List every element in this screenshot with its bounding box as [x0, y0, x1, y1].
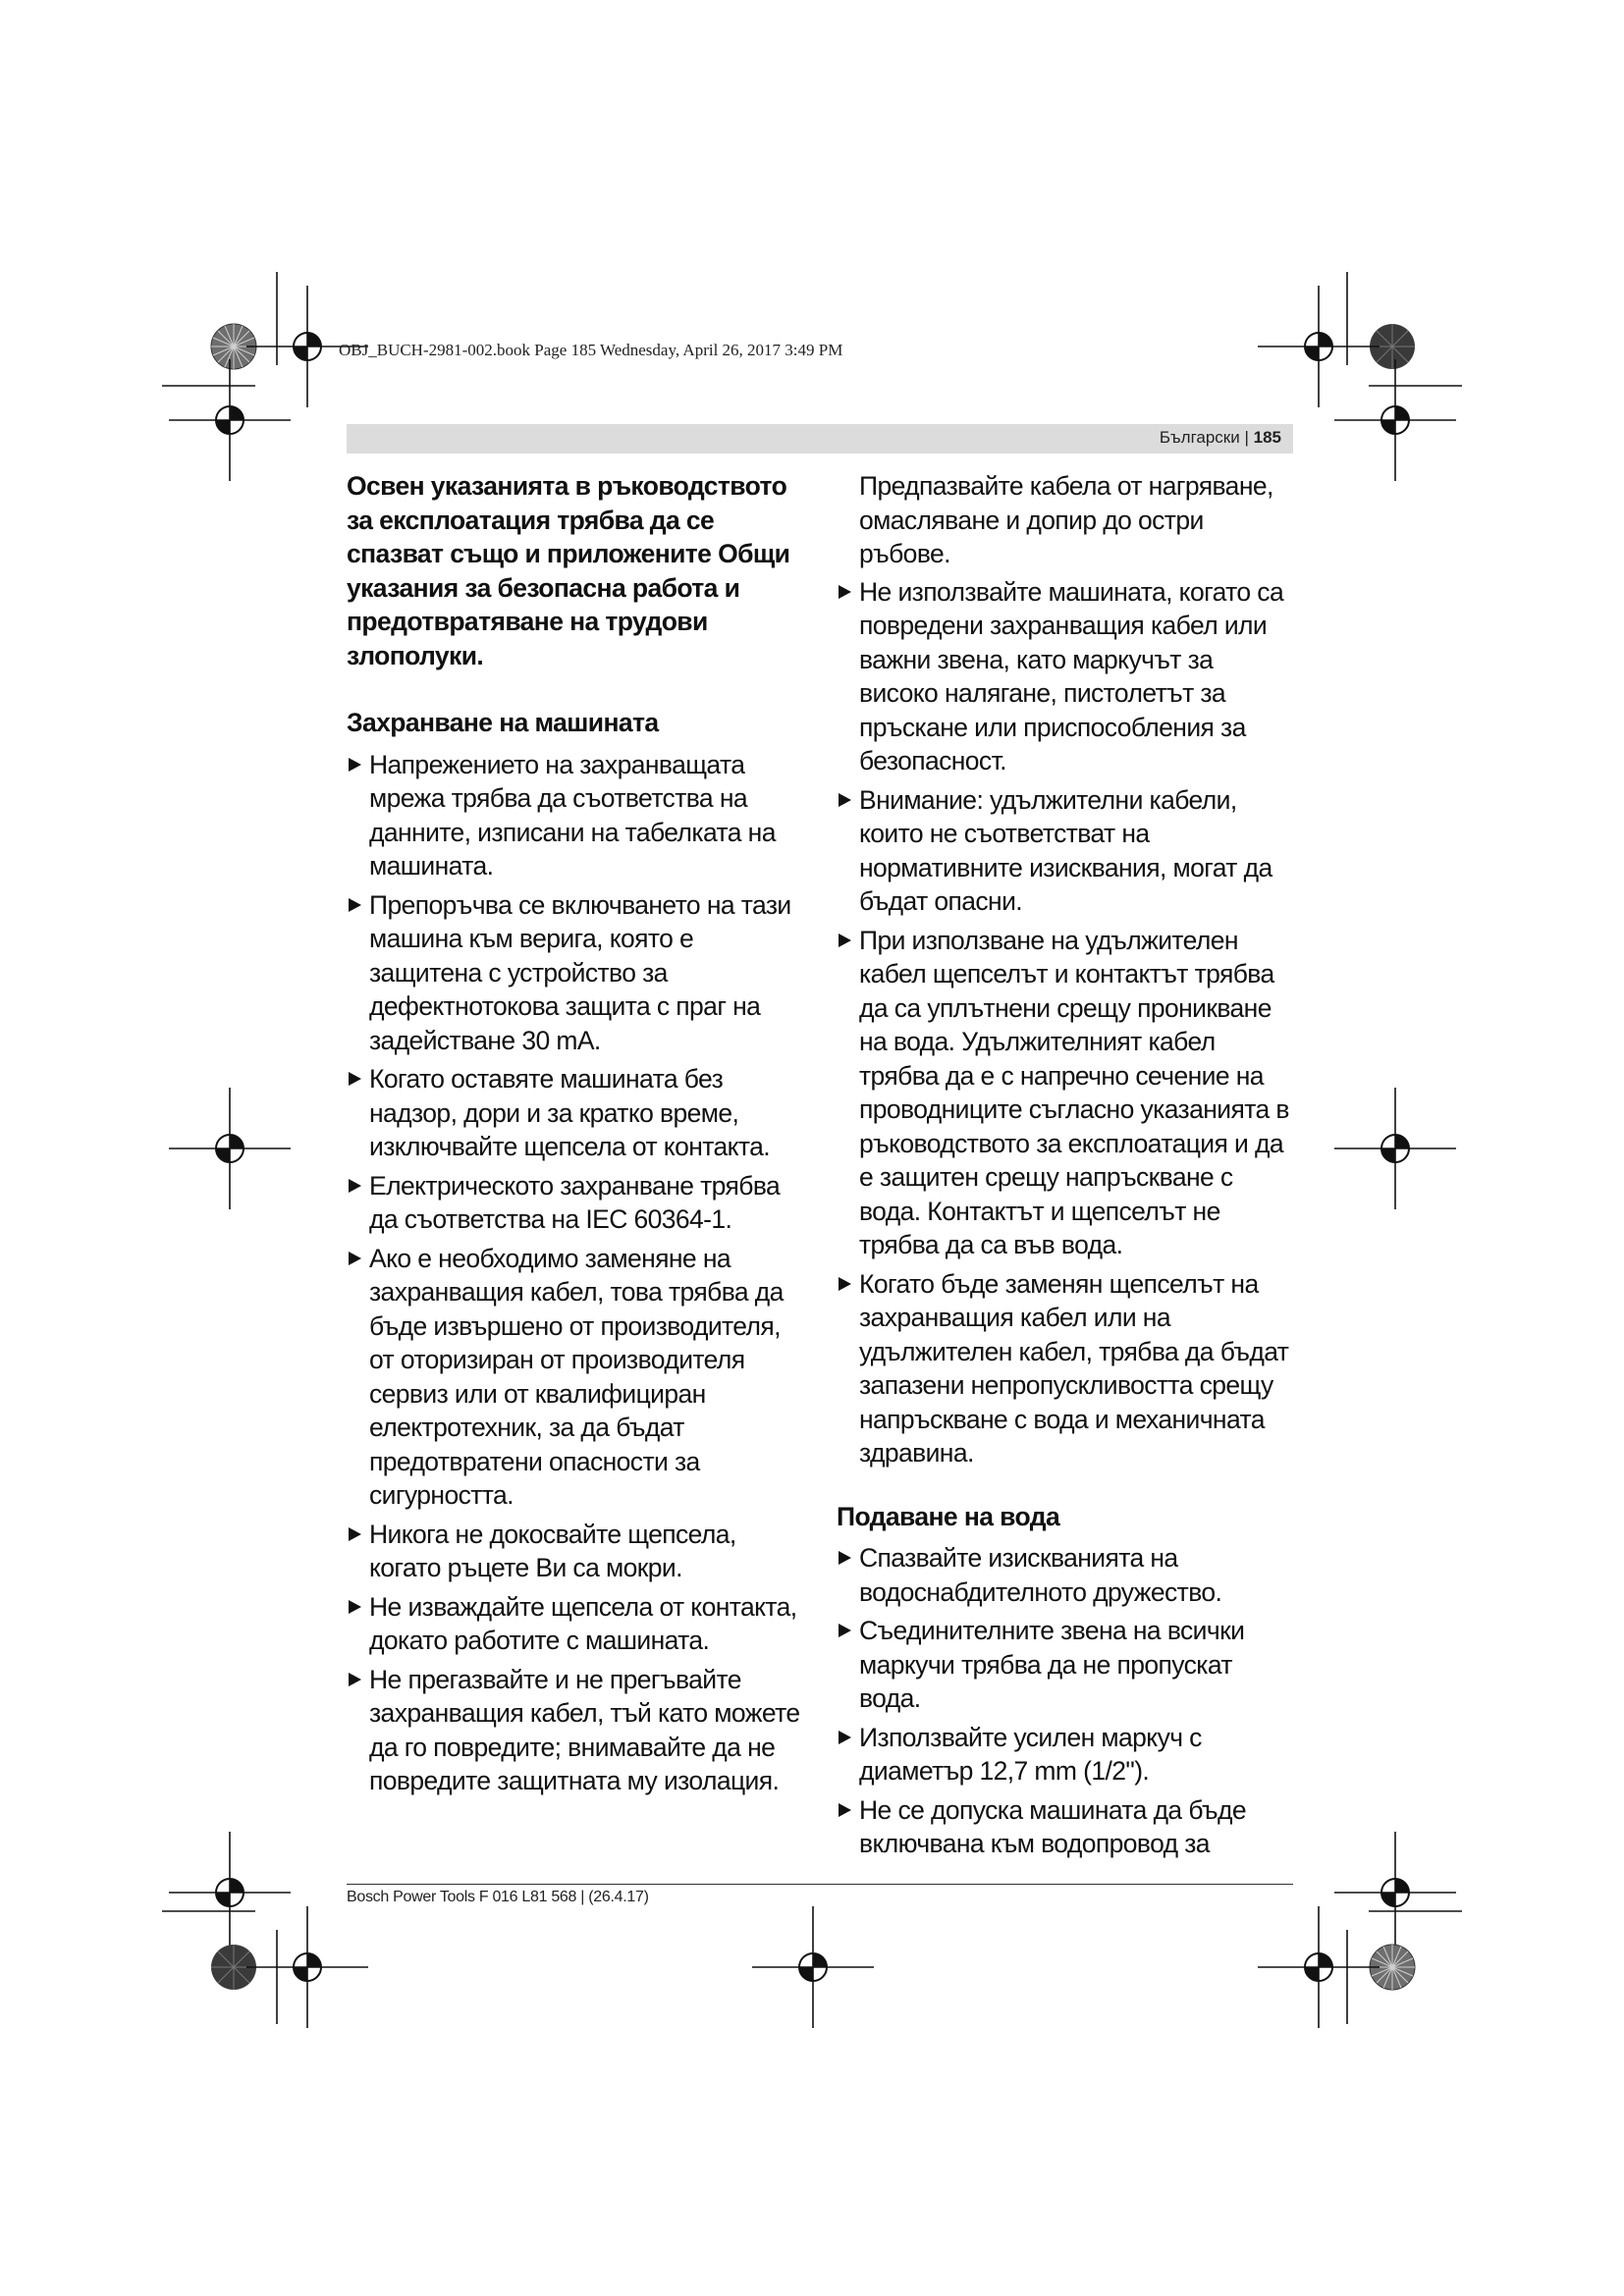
list-item [347, 888, 810, 1058]
list-item-text: Електрическото захранване трябва да съответства на IEC 60364-1. [369, 1170, 781, 1234]
list-item-text: Когато оставяте машината без надзор, дори и за кратко време, изключвайте щепсела от контакта. [369, 1064, 771, 1161]
list-item-text: Не изваждайте щепсела от контакта, докато работите с машината. [369, 1591, 797, 1655]
list-item-text: Не използвайте машината, когато са повредени захранващия кабел или важни звена, като маркучът за високо налягане, пистолетът за пръскане или приспособления за безопасност. [859, 576, 1284, 775]
list-item-text: При използване на удължителен кабел щепселът и контактът трябва да са уплътнени срещу проникване на вода. Удължителният кабел трябва да е с напречно сечение на проводниците съгласно указанията в ръководството за експлоатация и да е защитен срещу напръскване с вода. Контактът и щепселът не трябва да са във вода. [859, 925, 1289, 1259]
list-item [837, 1267, 1294, 1470]
bullet-triangle-icon [349, 1600, 361, 1614]
list-item [347, 1242, 810, 1513]
list-item-text: Не прегазвайте и не прегъвайте захранващия кабел, тъй като можете да го повредите; внимавайте да не повредите защитната му изолация. [369, 1664, 800, 1795]
list-item-text: Препоръчва се включването на тази машина към верига, която е защитена с устройство за дефектнотокова защита с праг на задействане 30 mA. [369, 889, 791, 1055]
list-item [837, 783, 1294, 919]
header-language: Български [1159, 428, 1240, 447]
bullet-triangle-icon [839, 1277, 851, 1291]
bullet-triangle-icon [839, 585, 851, 599]
header-separator: | [1244, 428, 1254, 447]
bullet-triangle-icon [349, 1252, 361, 1265]
list-item [837, 1793, 1294, 1861]
bullet-triangle-icon [349, 758, 361, 772]
list-item [837, 1614, 1294, 1716]
bullet-triangle-icon [839, 1551, 851, 1565]
list-item [347, 1169, 810, 1237]
bullet-triangle-icon [839, 934, 851, 947]
list-item-text: Напрежението на захранващата мрежа трябва да съответства на данните, изписани на табелката на машината. [369, 749, 776, 881]
power-supply-list-continued [837, 575, 1294, 1470]
left-column [347, 469, 810, 1828]
list-item [837, 1541, 1294, 1609]
page-footer: Bosch Power Tools F 016 L81 568 | (26.4.17) [347, 1889, 649, 1905]
list-item [837, 1721, 1294, 1789]
list-item [347, 748, 810, 883]
lead-paragraph: Освен указанията в ръководството за експлоатация трябва да се спазват също и приложените Общи указания за безопасна работа и предотвратяване на трудови злополуки. [347, 471, 790, 670]
list-item [347, 1590, 810, 1658]
section-heading-water: Подаване на вода [837, 1501, 1060, 1531]
list-item-text: Когато бъде заменян щепселът на захранващия кабел или на удължителен кабел, трябва да бъдат запазени непропускливостта срещу напръскване с вода и механичната здравина. [859, 1268, 1289, 1468]
list-item [347, 1663, 810, 1798]
bullet-triangle-icon [839, 1731, 851, 1744]
right-column [837, 469, 1294, 1891]
list-item [837, 924, 1294, 1262]
power-supply-list [347, 748, 810, 1798]
list-item-text: Не се допуска машината да бъде включвана към водопровод за [859, 1794, 1246, 1858]
page-number: 185 [1253, 428, 1281, 447]
bullet-triangle-icon [349, 898, 361, 912]
section-heading-power: Захранване на машината [347, 708, 659, 737]
list-item [837, 575, 1294, 778]
continuation-paragraph: Предпазвайте кабела от нагряване, омасляване и допир до остри ръбове. [859, 471, 1273, 568]
bullet-triangle-icon [349, 1673, 361, 1686]
water-supply-list [837, 1541, 1294, 1861]
list-item-text: Внимание: удължителни кабели, които не съответстват на нормативните изисквания, могат да бъдат опасни. [859, 784, 1272, 916]
footer-divider [347, 1884, 1293, 1885]
bullet-triangle-icon [349, 1072, 361, 1086]
list-item [347, 1518, 810, 1585]
bullet-triangle-icon [349, 1179, 361, 1193]
bullet-triangle-icon [839, 1624, 851, 1637]
page-header [347, 424, 1293, 454]
list-item [347, 1062, 810, 1164]
bullet-triangle-icon [349, 1527, 361, 1541]
print-meta-line: OBJ_BUCH-2981-002.book Page 185 Wednesday, April 26, 2017 3:49 PM [339, 341, 843, 359]
bullet-triangle-icon [839, 1803, 851, 1817]
list-item-text: Ако е необходимо заменяне на захранващия кабел, това трябва да бъде извършено от производителя, от оторизиран от производителя сервиз или от квалифициран електротехник, за да бъдат предотвратени опасности за сигурността. [369, 1243, 784, 1510]
header-label [1160, 428, 1281, 448]
list-item-text: Използвайте усилен маркуч с диаметър 12,7 mm (1/2"). [859, 1722, 1202, 1786]
list-item-text: Спазвайте изискванията на водоснабдителното дружество. [859, 1543, 1222, 1607]
list-item-text: Никога не докосвайте щепсела, когато ръцете Ви са мокри. [369, 1519, 736, 1582]
list-item-text: Съединителните звена на всички маркучи трябва да не пропускат вода. [859, 1616, 1245, 1713]
bullet-triangle-icon [839, 793, 851, 807]
